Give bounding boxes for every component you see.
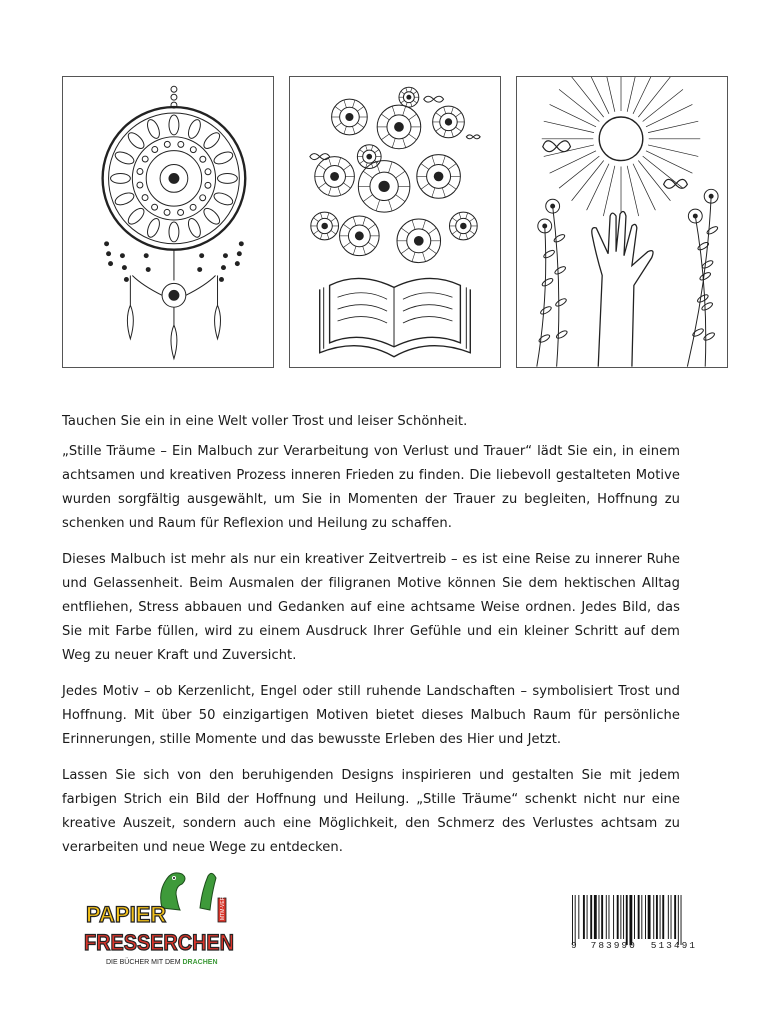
sun-hands-drawing: [517, 77, 727, 367]
barcode-bar: [572, 895, 573, 945]
barcode-bar: [674, 895, 676, 939]
isbn-digits: [568, 940, 700, 951]
paragraph-5: Lassen Sie sich von den beruhigenden Designs inspirieren und gestalten Sie mit jedem farbigen Strich ein Bild der Hoffnung und Heilung. „Stille Träume“ schenkt nicht nur eine kreative Auszeit, sondern auch eine Möglichkeit, den Schmerz des Verlustes achtsam zu verarbeiten und neue Wege zu entdecken.: [62, 768, 680, 855]
barcode-bar: [660, 895, 661, 939]
logo-tagline: DIE BÜCHER MIT DEM DRACHEN: [106, 959, 218, 966]
barcode-bar: [634, 895, 635, 939]
barcode-bar: [623, 895, 624, 939]
barcode-bar: [590, 895, 592, 939]
barcode-bar: [609, 895, 610, 939]
logo-line1: PAPIER: [86, 902, 167, 927]
barcode-bar: [578, 895, 579, 939]
barcode-bar: [662, 895, 664, 939]
barcode-bar: [626, 895, 628, 945]
publisher-logo: [84, 862, 254, 972]
description-text: [62, 410, 680, 872]
barcode-bar: [668, 895, 669, 939]
isbn-lead: 9: [571, 940, 577, 951]
barcode-bar: [645, 895, 646, 939]
intro-paragraph: Tauchen Sie ein in eine Welt voller Trost und leiser Schönheit.: [62, 414, 468, 429]
barcode-bar: [638, 895, 640, 939]
flower-book-drawing: [290, 77, 500, 367]
illustration-sun-hands: [516, 76, 728, 368]
barcode-bar: [620, 895, 621, 939]
barcode-bar: [648, 895, 651, 939]
barcode-bar: [656, 895, 658, 939]
barcode-bar: [613, 895, 614, 939]
paragraph-2: „Stille Träume – Ein Malbuch zur Verarbeitung von Verlust und Trauer“ lädt Sie ein, in einem achtsamen und kreativen Prozess inneren Frieden zu finden. Die liebevoll gestalteten Motive wurden sorgfältig ausgewählt, um Sie in Momenten der Trauer zu begleiten, Hoffnung zu schenken und Raum für Reflexion und Heilung zu schaffen.: [62, 444, 680, 531]
barcode-bar: [678, 895, 679, 945]
illustration-dreamcatcher: [62, 76, 274, 368]
isbn-group2: 513491: [650, 940, 697, 951]
barcode-bar: [617, 895, 619, 939]
dragon-logo: [84, 862, 254, 972]
logo-side-text: MTM-VERLAG: [220, 886, 226, 920]
logo-line2: FRESSERCHEN: [84, 930, 234, 955]
barcode-bar: [587, 895, 588, 939]
barcode-bar: [641, 895, 642, 939]
paragraph-3: Dieses Malbuch ist mehr als nur ein kreativer Zeitvertreib – es ist eine Reise zu innerer Ruhe und Gelassenheit. Beim Ausmalen der filigranen Motive können Sie dem hektischen Alltag entfliehen, Stress abbauen und Gedanken auf eine achtsame Weise ordnen. Jedes Bild, das Sie mit Farbe füllen, wird zu einem Ausdruck Ihrer Gefühle und ein kleiner Schritt auf dem Weg zu neuer Kraft und Zuversicht.: [62, 552, 680, 663]
barcode-bar: [594, 895, 597, 939]
barcode-bar: [671, 895, 672, 939]
dreamcatcher-drawing: [63, 77, 273, 367]
barcode-bar: [583, 895, 585, 939]
paragraph-4: Jedes Motiv – ob Kerzenlicht, Engel oder still ruhende Landschaften – symbolisiert Trost und Hoffnung. Mit über 50 einzigartigen Motiven bietet dieses Malbuch Raum für persönliche Erinnerungen, stille Momente und das bewusste Erleben des Hier und Jetzt.: [62, 684, 680, 747]
barcode-bar: [681, 895, 682, 945]
barcode-bar: [575, 895, 576, 945]
barcode-bar: [606, 895, 607, 939]
barcode-bar: [601, 895, 603, 939]
barcode-bar: [653, 895, 654, 939]
isbn-group1: 783990: [590, 940, 637, 951]
illustration-flower-book: [289, 76, 501, 368]
barcode-bar: [599, 895, 600, 939]
barcode-bar: [629, 895, 632, 945]
